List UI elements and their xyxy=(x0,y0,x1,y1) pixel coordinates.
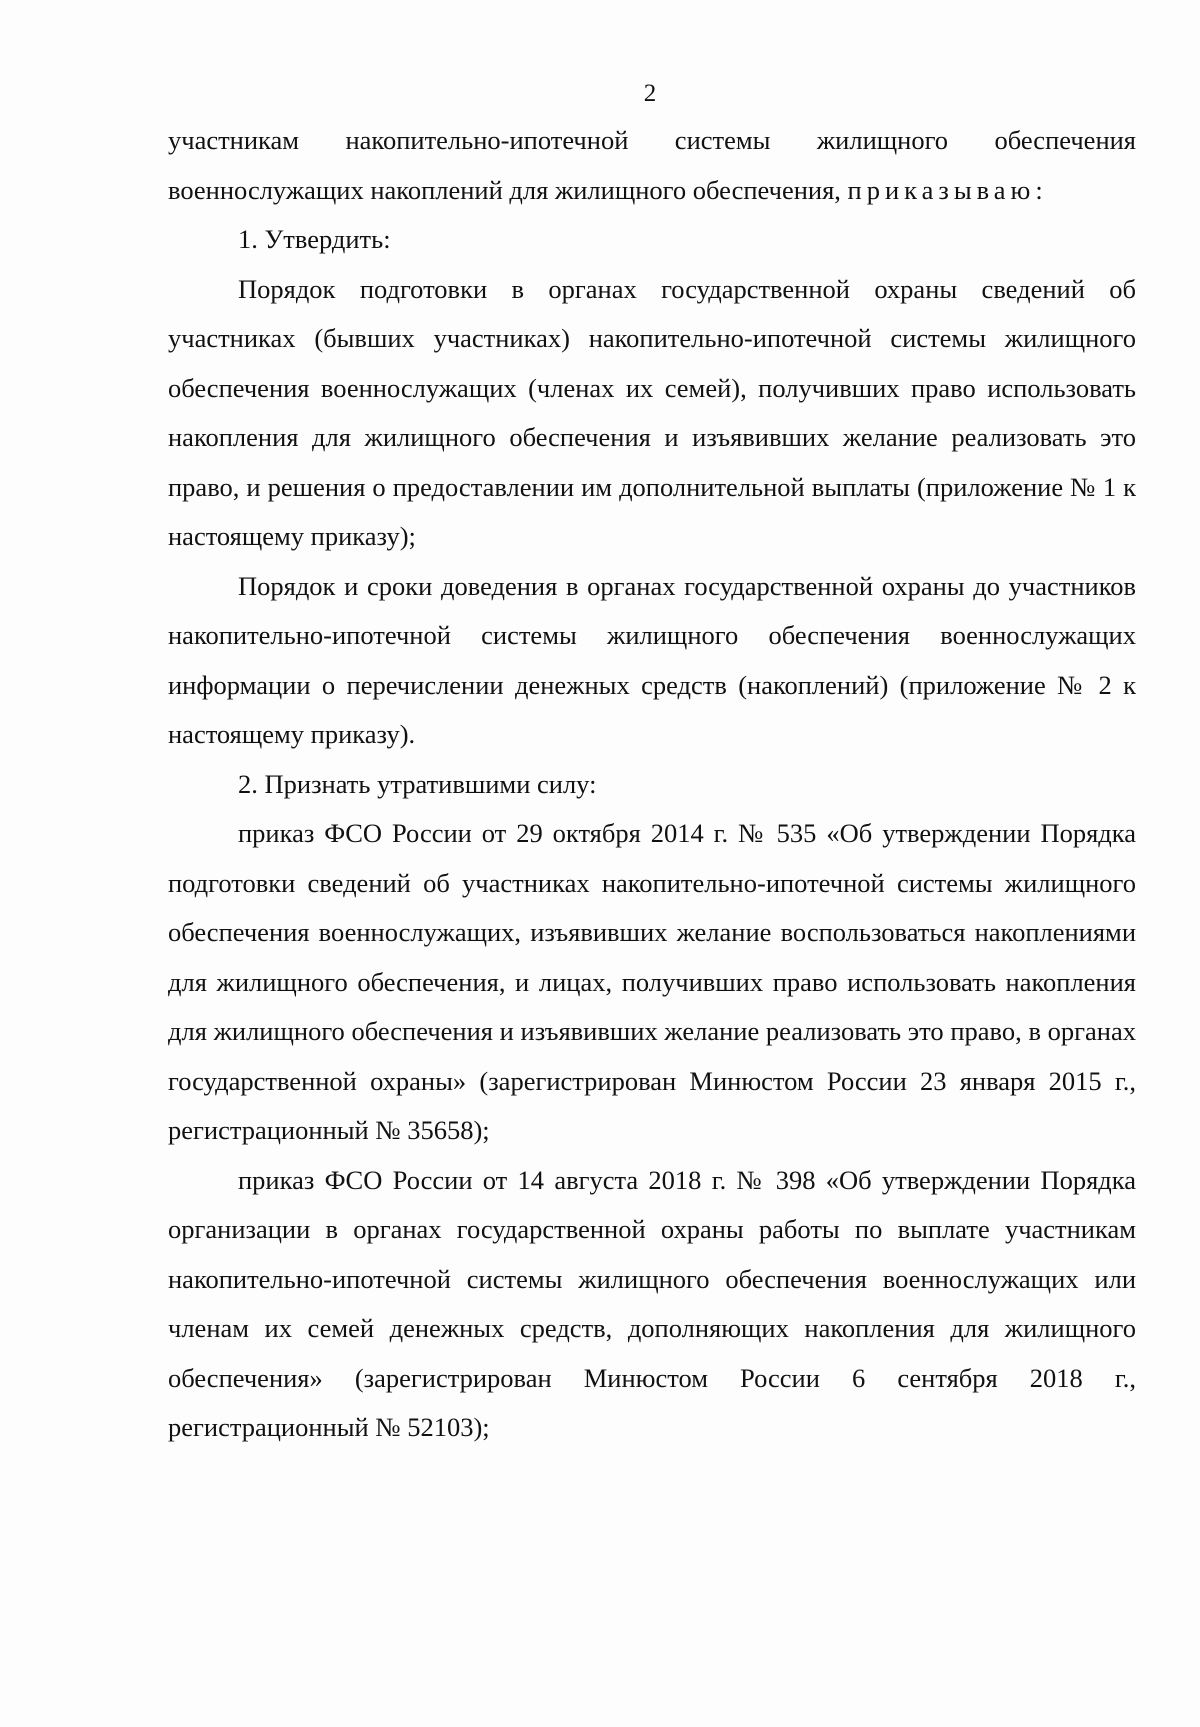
paragraph-item-1-b: Порядок и сроки доведения в органах государственной охраны до участников накопительно-ипотечной системы жилищного обеспечения военнослужащих информации о перечислении денежных средств (накоплений) (приложение № 2 к настоящему приказу). xyxy=(168,570,1136,749)
paragraph-item-2-a: приказ ФСО России от 29 октября 2014 г. № 535 «Об утверждении Порядка подготовки сведений об участниках накопительно-ипотечной системы жилищного обеспечения военнослужащих, изъявивших желание воспользоваться накоплениями для жилищного обеспечения, и лицах, получивших право использовать накопления для жилищного обеспечения и изъявивших желание реализовать это право, в органах государственной охраны» (зарегистрирован Минюстом России 23 января 2015 г., регистрационный № 35658); xyxy=(168,818,1136,1145)
document-body xyxy=(168,116,1136,1453)
paragraph-item-1: 1. Утвердить: xyxy=(238,224,391,254)
intro-colon: : xyxy=(1035,174,1043,205)
intro-spaced-word: приказываю xyxy=(847,174,1036,205)
intro-text: участникам накопительно-ипотечной системы жилищного обеспечения военнослужащих накоплений для жилищного обеспечения, xyxy=(168,125,1136,205)
paragraph-item-2: 2. Признать утратившими силу: xyxy=(238,768,597,799)
paragraph-item-1-a: Порядок подготовки в органах государственной охраны сведений об участниках (бывших участниках) накопительно-ипотечной системы жилищного обеспечения военнослужащих (членах их семей), получивших право использовать накопления для жилищного обеспечения и изъявивших желание реализовать это право, и решения о предоставлении им дополнительной выплаты (приложение № 1 к настоящему приказу); xyxy=(168,273,1136,551)
paragraph-item-2-b: приказ ФСО России от 14 августа 2018 г. № 398 «Об утверждении Порядка организации в органах государственной охраны работы по выплате участникам накопительно-ипотечной системы жилищного обеспечения военнослужащих или членам их семей денежных средств, дополняющих накопления для жилищного обеспечения» (зарегистрирован Минюстом России 6 сентября 2018 г., регистрационный № 52103); xyxy=(168,1164,1136,1442)
page-number: 2 xyxy=(643,80,657,107)
paragraph-intro xyxy=(168,116,1136,215)
